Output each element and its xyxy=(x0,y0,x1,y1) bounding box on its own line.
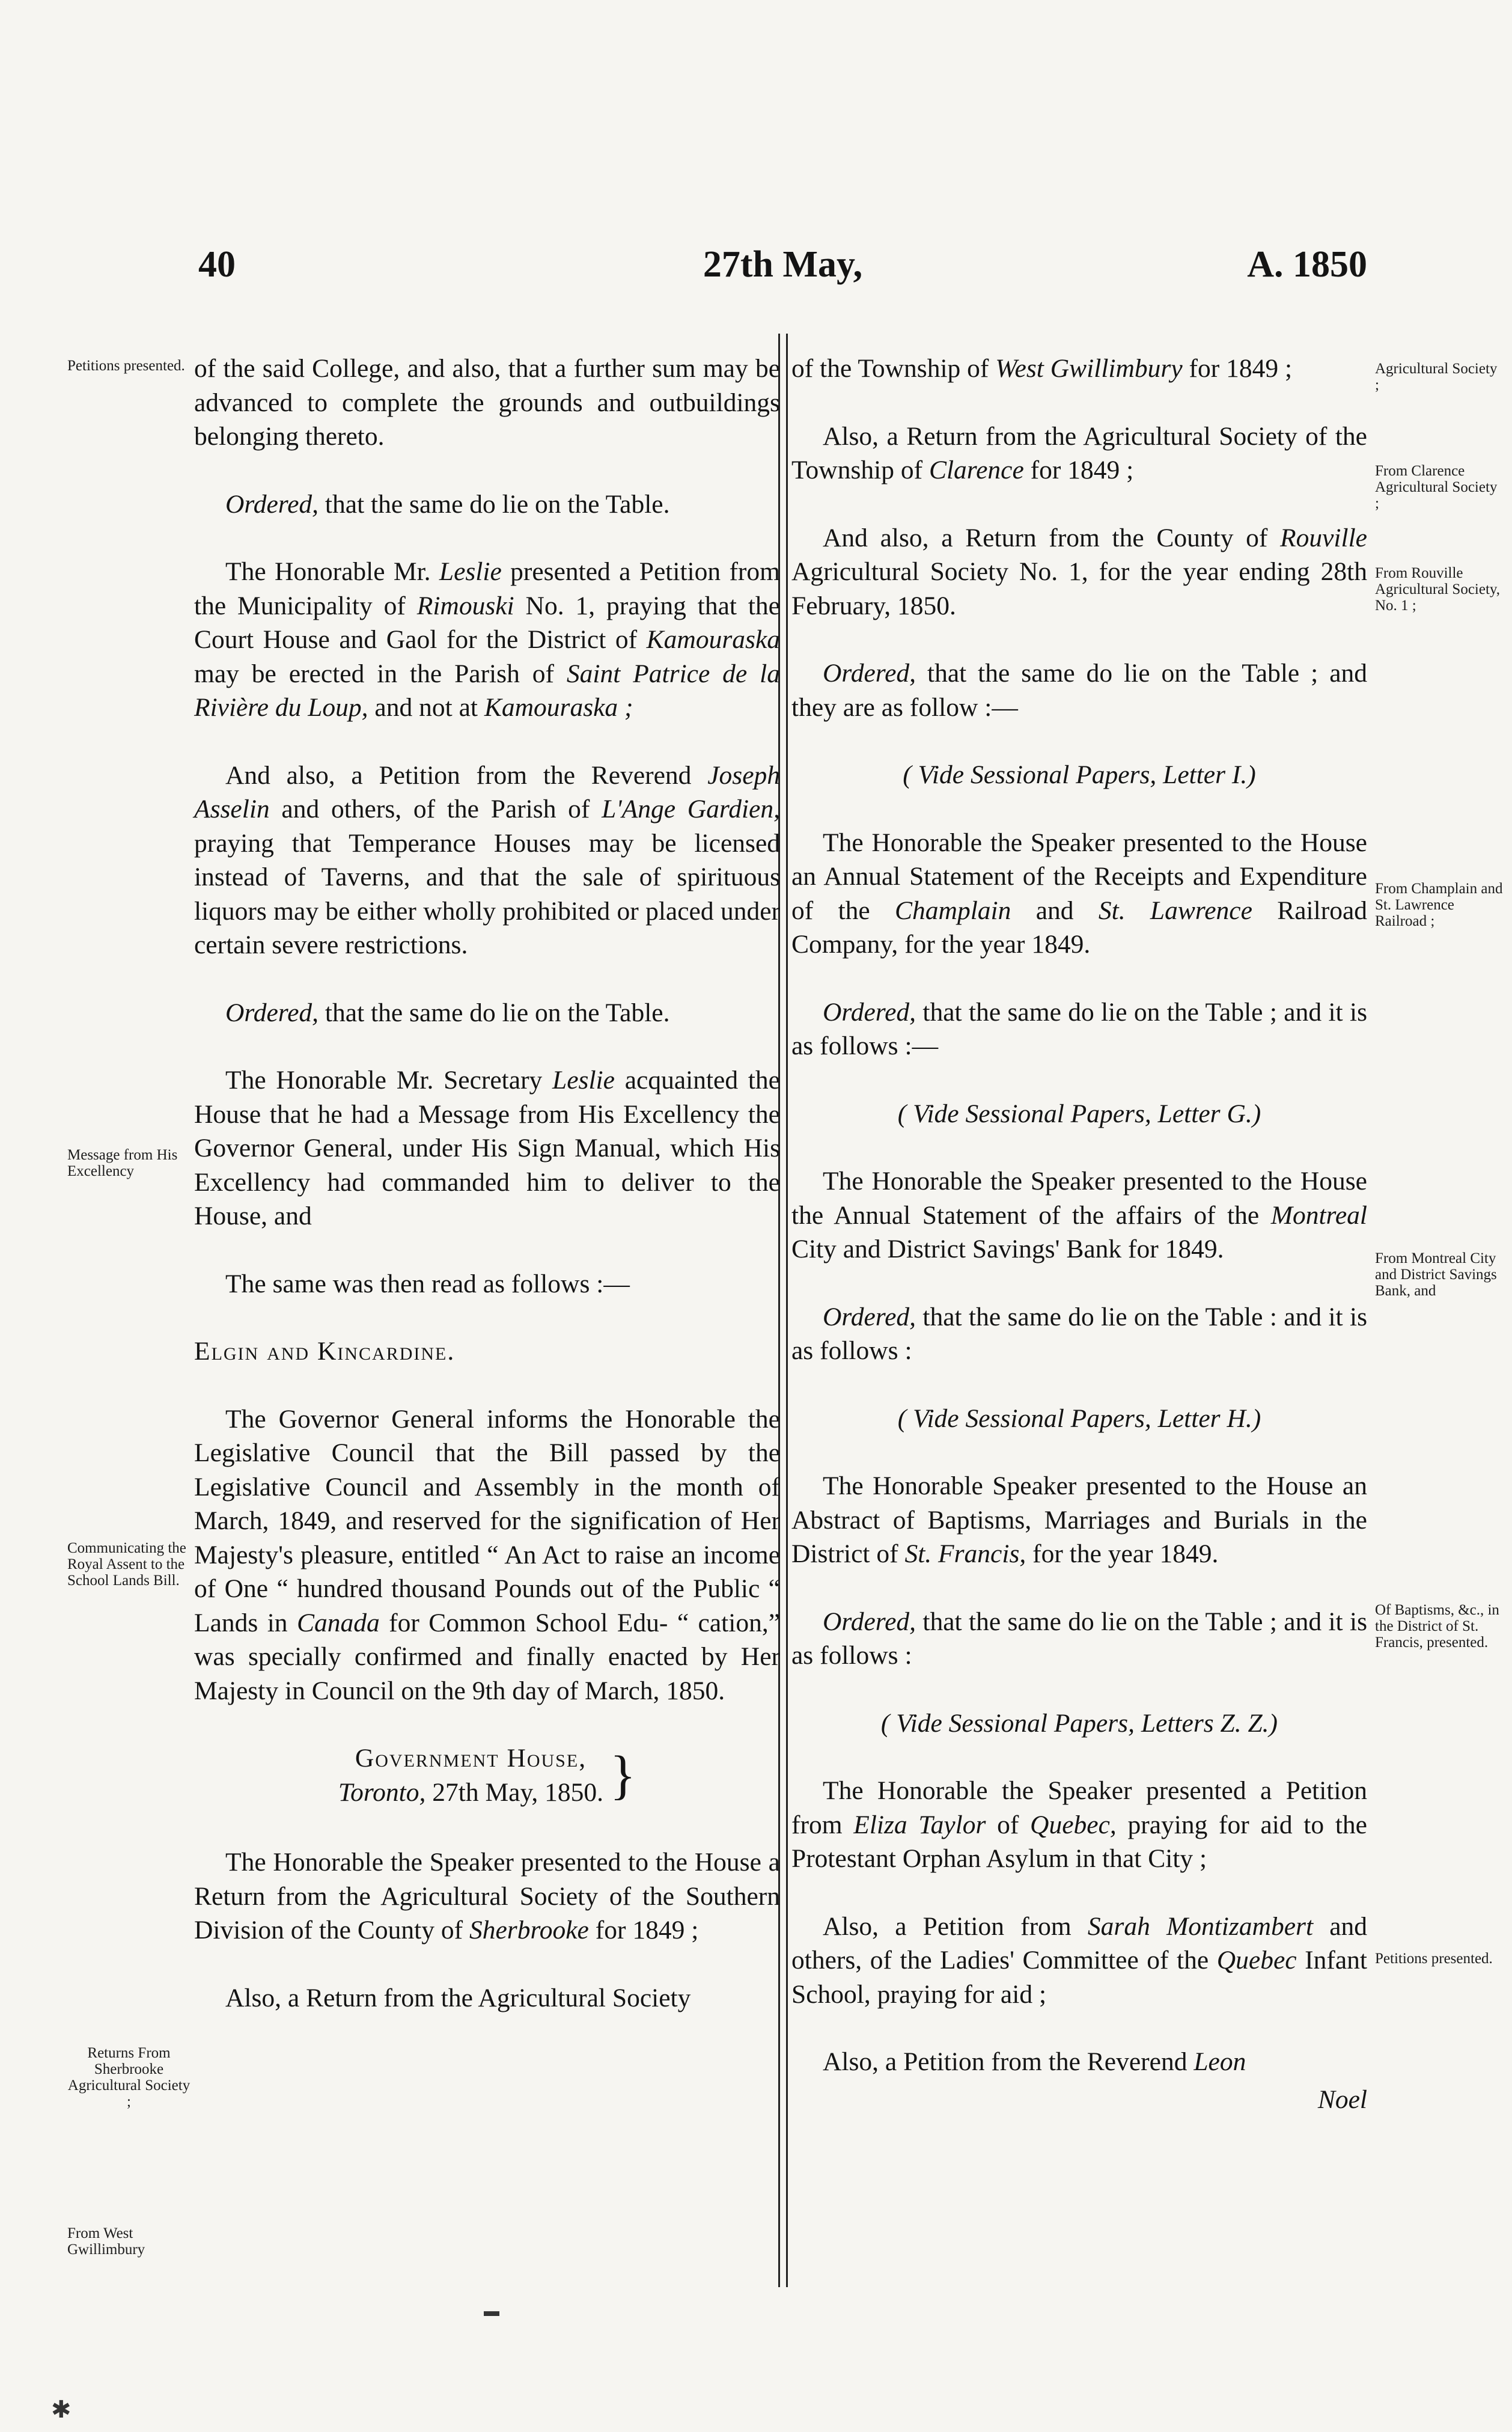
paragraph: The Honorable the Speaker presented to the House an Annual Statement of the Receipts and Expenditure of the Champlain and St. Lawrence Railroad Company, for the year 1849. xyxy=(791,828,1368,959)
margin-note: Petitions presented. xyxy=(67,358,185,374)
paragraph: Also, a Petition from Sarah Montizambert and others, of the Ladies' Committee of the Quebec Infant School, praying for aid ; xyxy=(791,1911,1368,2009)
paragraph: Also, a Return from the Agricultural Society xyxy=(225,1983,691,2012)
paragraph: Ordered, that the same do lie on the Table : and it is as follows : xyxy=(791,1302,1367,1365)
margin-note: Communicating the Royal Assent to the School Lands Bill. xyxy=(67,1540,186,1589)
catchword: Noel xyxy=(1317,2085,1367,2114)
paragraph: Ordered, that the same do lie on the Table ; and they are as follow :— xyxy=(791,659,1367,722)
paragraph: The Honorable Mr. Leslie presented a Petition from the Municipality of Rimouski No. 1, praying that the Court House and Gaol for the District of Kamouraska may be erected in the Parish of Saint Patrice de la Rivière du Loup, and not at Kamouraska ; xyxy=(194,557,780,722)
paragraph: The Governor General informs the Honorable the Legislative Council that the Bill passed by the Legislative Council and Assembly in the month of March, 1849, and reserved for the signification of Her Majesty's pleasure, entitled “ An Act to raise an income of One “ hundred thousand Pounds out of the Public “ Lands in Canada for Common School Edu- “ cation,” was specially confirmed and finally enacted by Her Majesty in Council on the 9th day of March, 1850. xyxy=(194,1404,780,1705)
paragraph: Ordered, that the same do lie on the Table ; and it is as follows :— xyxy=(791,997,1367,1060)
ink-blot: ▬ xyxy=(484,2302,499,2320)
margin-note: From Rouville Agricultural Society, No. 1 ; xyxy=(1375,565,1501,614)
margin-note: Of Baptisms, &c., in the District of St. Francis, presented. xyxy=(1375,1602,1499,1651)
paragraph: of the Township of West Gwillimbury for 1849 ; xyxy=(791,354,1293,383)
paragraph: The same was then read as follows :— xyxy=(225,1269,630,1298)
margin-note: From Montreal City and District Savings Bank, and xyxy=(1375,1250,1497,1299)
paragraph: And also, a Petition from the Reverend Joseph Asselin and others, of the Parish of L'Ange Gardien, praying that Temperance Houses may be licensed instead of Taverns, and that the sale of spirituous liquors may be either wholly prohibited or placed under certain severe restrictions. xyxy=(194,760,780,959)
paragraph: The Honorable the Speaker presented a Petition from Eliza Taylor of Quebec, praying for aid to the Protestant Orphan Asylum in that City ; xyxy=(791,1776,1367,1873)
margin-note: Petitions presented. xyxy=(1375,1951,1493,1967)
paragraph: ( Vide Sessional Papers, Letters Z. Z.) xyxy=(880,1708,1278,1738)
paragraph: Also, a Petition from the Reverend Leon xyxy=(823,2047,1246,2076)
margin-note: Agricultural Society ; xyxy=(1375,361,1498,393)
margin-note: Message from His Excellency xyxy=(67,1147,178,1179)
paragraph: The Honorable the Speaker presented to the House the Annual Statement of the affairs of the Montreal City and District Savings' Bank for 1849. xyxy=(791,1167,1367,1263)
dateline: Government House, Toronto, 27th May, 1850. } xyxy=(338,1744,636,1807)
ink-blot: ✱ xyxy=(51,2396,72,2423)
page-number: 40 xyxy=(198,244,236,285)
paragraph: Also, a Return from the Agricultural Society of the Township of Clarence for 1849 ; xyxy=(791,421,1367,484)
margin-note: From Clarence Agricultural Society ; xyxy=(1375,463,1498,512)
margin-note: From Champlain and St. Lawrence Railroad ; xyxy=(1375,881,1503,929)
page-year: A. 1850 xyxy=(1247,244,1367,285)
brace-mark: } xyxy=(609,1745,636,1805)
margin-note: From West Gwillimbury xyxy=(67,2225,145,2258)
paragraph: Ordered, that the same do lie on the Table ; and it is as follows : xyxy=(791,1607,1367,1670)
paragraph: And also, a Return from the County of Rouville Agricultural Society No. 1, for the year ending 28th February, 1850. xyxy=(791,523,1367,620)
paragraph: ( Vide Sessional Papers, Letter G.) xyxy=(897,1099,1261,1128)
paragraph: ( Vide Sessional Papers, Letter I.) xyxy=(903,760,1256,789)
paragraph: The Honorable Speaker presented to the House an Abstract of Baptisms, Marriages and Burials in the District of St. Francis, for the year 1849. xyxy=(791,1471,1367,1568)
paragraph: Ordered, that the same do lie on the Table. xyxy=(225,489,670,519)
paragraph: of the said College, and also, that a further sum may be advanced to complete the grounds and outbuildings belonging thereto. xyxy=(194,354,780,451)
page-date: 27th May, xyxy=(703,244,863,285)
right-column xyxy=(791,352,1367,2150)
paragraph: Ordered, that the same do lie on the Table. xyxy=(225,998,670,1027)
paragraph: ( Vide Sessional Papers, Letter H.) xyxy=(897,1404,1261,1433)
paragraph: The Honorable the Speaker presented to the House a Return from the Agricultural Society of the Southern Division of the County of Sherbrooke for 1849 ; xyxy=(194,1848,780,1945)
left-column xyxy=(194,352,780,2049)
signature-heading: Elgin and Kincardine. xyxy=(194,1337,456,1366)
paragraph: The Honorable Mr. Secretary Leslie acquainted the House that he had a Message from His Excellency the Governor General, under His Sign Manual, which His Excellency had commanded him to deliver to the House, and xyxy=(194,1066,780,1230)
page-header xyxy=(198,237,1367,304)
margin-note: Returns From Sherbrooke Agricultural Society ; xyxy=(67,2045,191,2110)
